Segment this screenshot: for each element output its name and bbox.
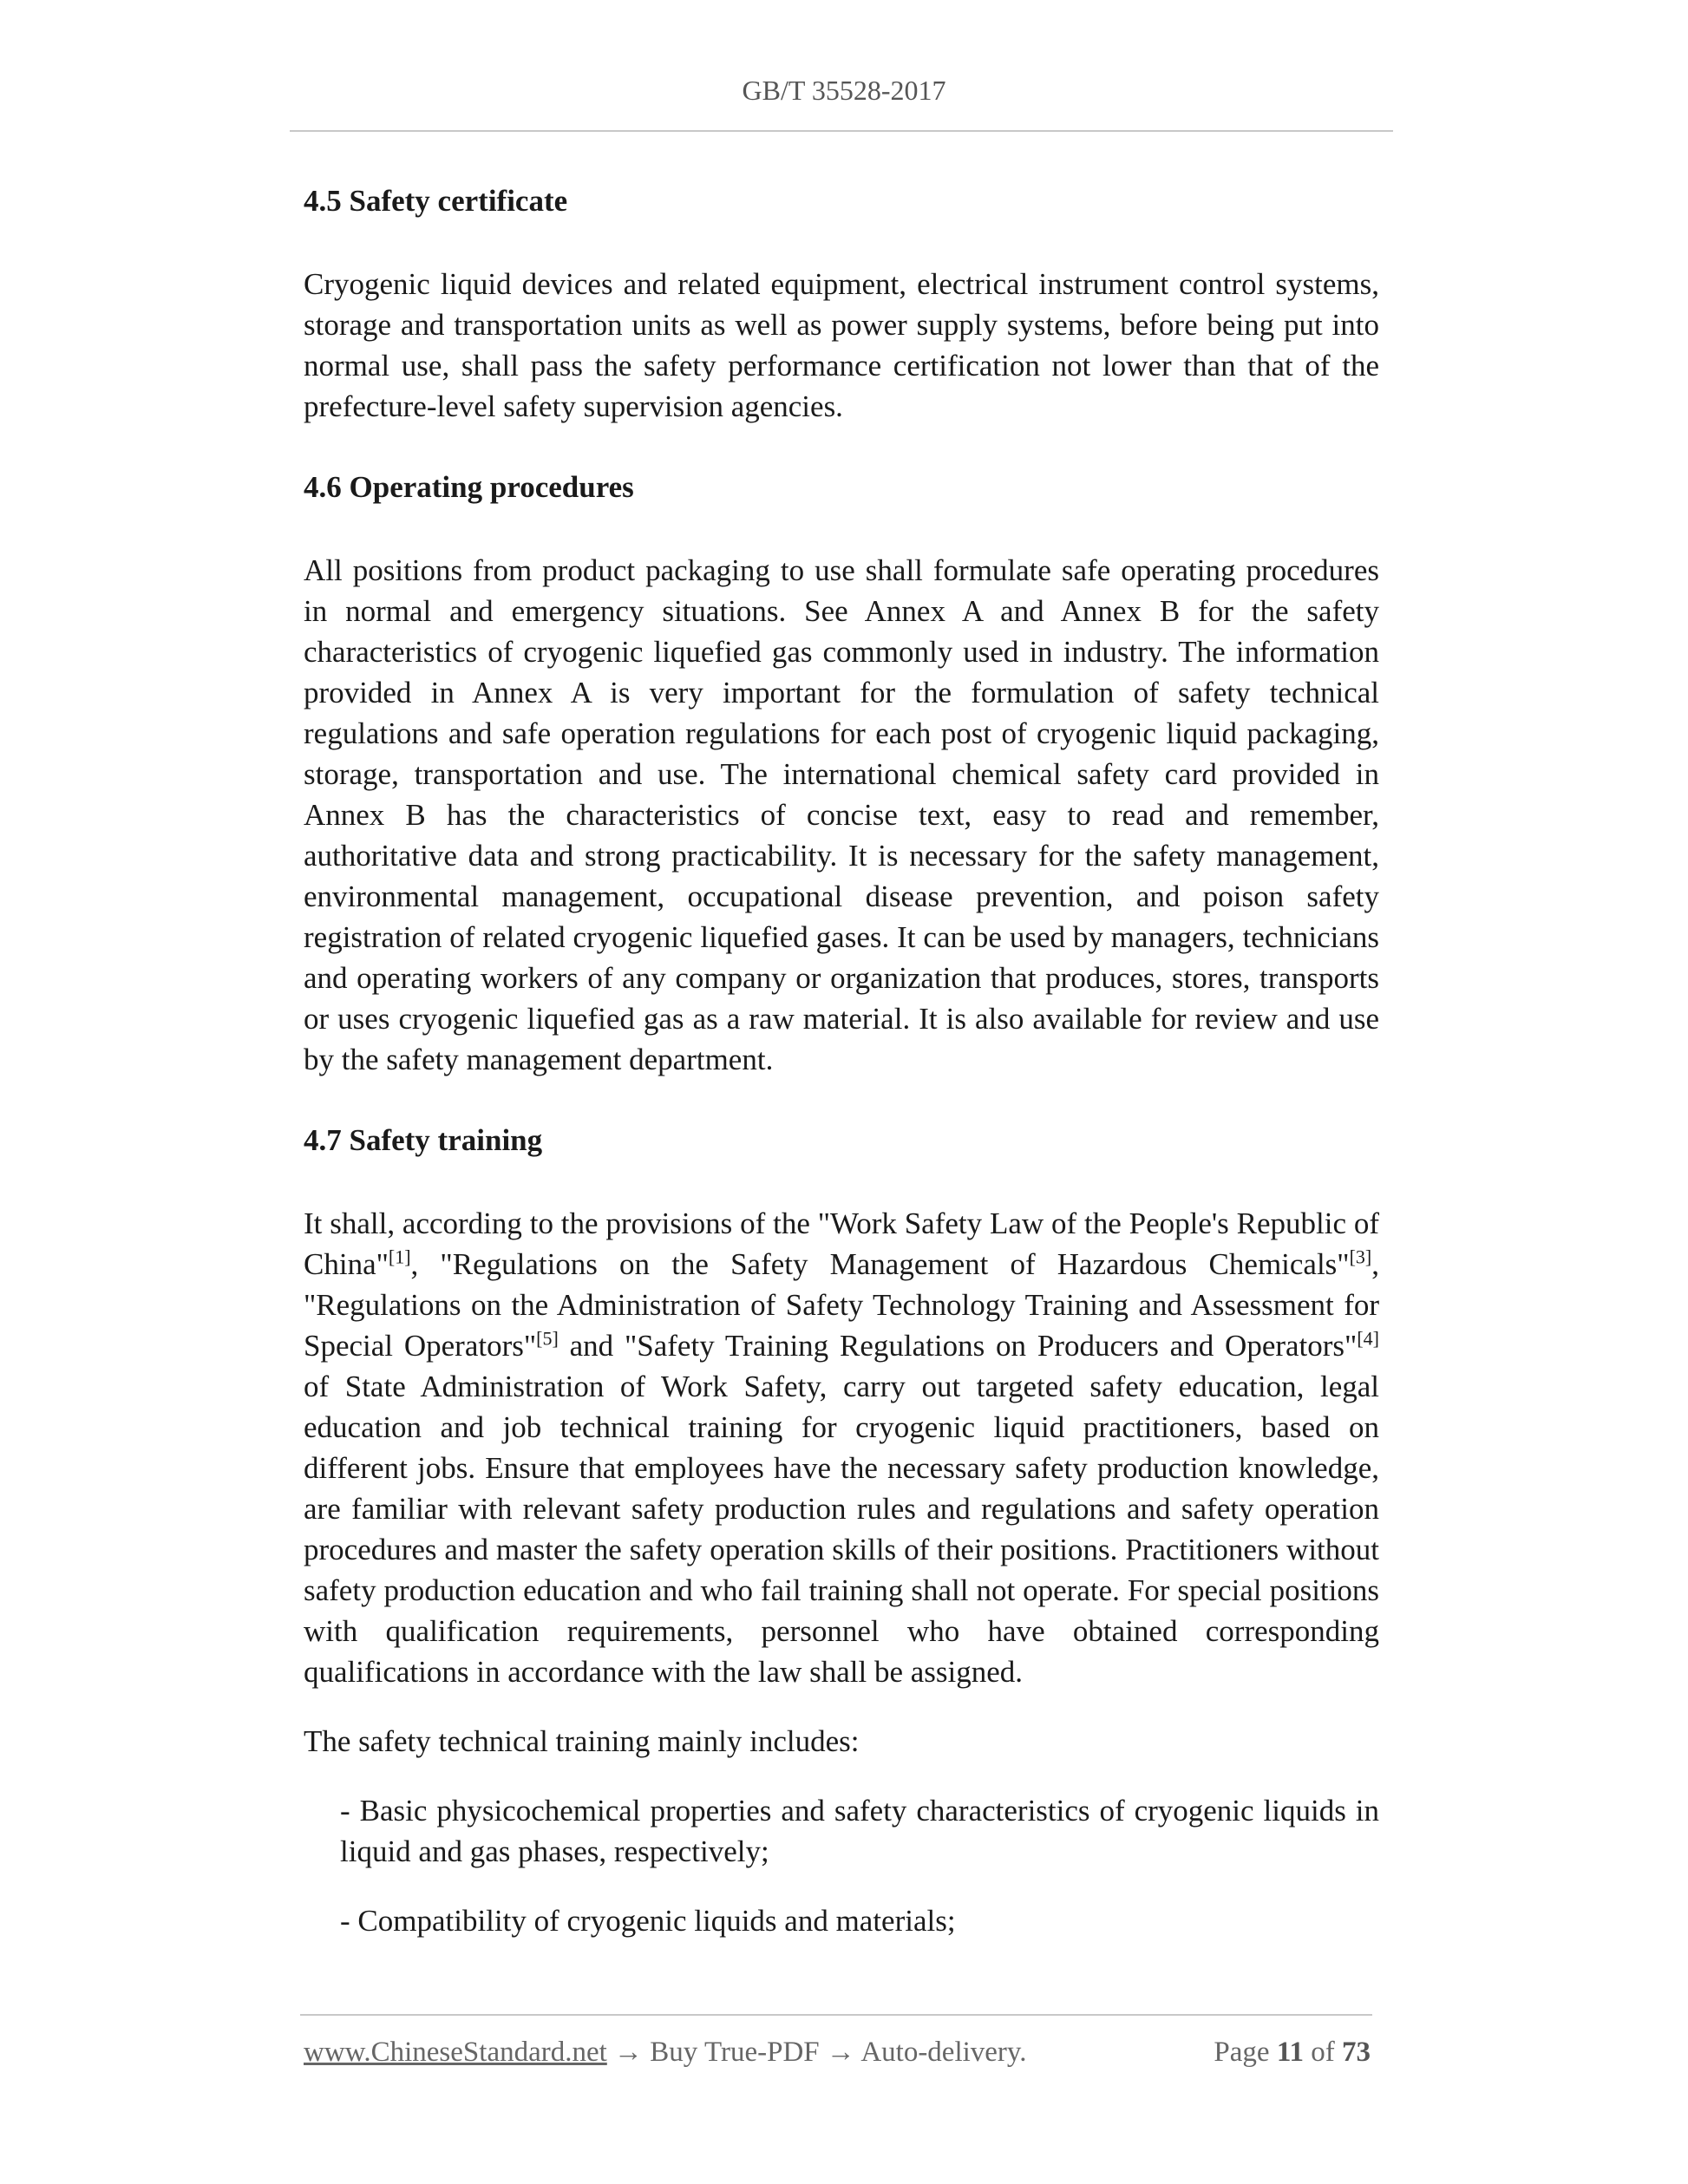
- section-heading-4-7: 4.7 Safety training: [304, 1123, 543, 1157]
- section-paragraph-4-6: All positions from product packaging to use shall formulate safe operating procedures in normal and emergency situations. See Annex A and Annex B for the safety characteristics of cryogenic liquefied gas commonly used in industry. The information provided in Annex A is very important for the formulation of safety technical regulations and safe operation regulations for each post of cryogenic liquid packaging, storage, transportation and use. The international chemical safety card provided in Annex B has the characteristics of concise text, easy to read and remember, authoritative data and strong practicability. It is necessary for the safety management, environmental management, occupational disease prevention, and poison safety registration of related cryogenic liquefied gases. It can be used by managers, technicians and operating workers of any company or organization that produces, stores, transports or uses cryogenic liquefied gas as a raw material. It is also available for review and use by the safety management department.: [304, 553, 1379, 1076]
- section-paragraph-4-5: Cryogenic liquid devices and related equipment, electrical instrument control systems, storage and transportation units as well as power supply systems, before being put into normal use, shall pass the safety performance certification not lower than that of the prefecture-level safety supervision agencies.: [304, 267, 1379, 423]
- training-intro: The safety technical training mainly includes:: [304, 1724, 860, 1758]
- reference-marker: [1]: [388, 1246, 411, 1268]
- reference-marker: [3]: [1349, 1246, 1372, 1268]
- paragraph-text: and "Safety Training Regulations on Producers and Operators": [558, 1329, 1358, 1363]
- page-label: Page: [1214, 2037, 1270, 2068]
- page-total: 73: [1342, 2037, 1371, 2068]
- document-body: [304, 173, 1379, 1941]
- section-heading-4-6: 4.6 Operating procedures: [304, 470, 634, 504]
- reference-marker: [4]: [1357, 1327, 1379, 1350]
- paragraph-text: It shall, according to the provisions of the "Work Safety Law of the People's Republic of China": [304, 1206, 1379, 1281]
- of-label: of: [1311, 2037, 1335, 2068]
- page-number: 11: [1276, 2037, 1304, 2068]
- arrow-right-icon: →: [826, 2037, 855, 2068]
- list-item: - Compatibility of cryogenic liquids and materials;: [340, 1904, 956, 1938]
- chinesestandard-link[interactable]: www.ChineseStandard.net: [304, 2037, 607, 2068]
- section-paragraph-4-7: [304, 1203, 1379, 1692]
- paragraph-text: , "Regulations on the Safety Management of Hazardous Chemicals": [410, 1247, 1350, 1281]
- header-divider: [290, 130, 1393, 132]
- list-item: - Basic physicochemical properties and safety characteristics of cryogenic liquids in liquid and gas phases, respectively;: [340, 1794, 1379, 1868]
- reference-marker: [5]: [536, 1327, 559, 1350]
- paragraph-text: , "Regulations on the Administration of Safety Technology Training and Assessment for Special Operators": [304, 1247, 1379, 1363]
- page-indicator: [1214, 2037, 1371, 2069]
- section-heading-4-5: 4.5 Safety certificate: [304, 184, 568, 218]
- paragraph-text: of State Administration of Work Safety, carry out targeted safety education, legal education and job technical training for cryogenic liquid practitioners, based on different jobs. Ensure that employees have the necessary safety production knowledge, are familiar with relevant safety production rules and regulations and safety operation procedures and master the safety operation skills of their positions. Practitioners without safety production education and who fail training shall not operate. For special positions with qualification requirements, personnel who have obtained corresponding qualifications in accordance with the law shall be assigned.: [304, 1370, 1379, 1689]
- footer-links: [304, 2037, 1027, 2069]
- header-title: GB/T 35528-2017: [742, 75, 946, 106]
- footer-divider: [300, 2014, 1372, 2016]
- auto-delivery-text: Auto-delivery.: [860, 2037, 1027, 2068]
- buy-pdf-text: Buy True-PDF: [650, 2037, 820, 2068]
- arrow-right-icon: →: [614, 2037, 644, 2068]
